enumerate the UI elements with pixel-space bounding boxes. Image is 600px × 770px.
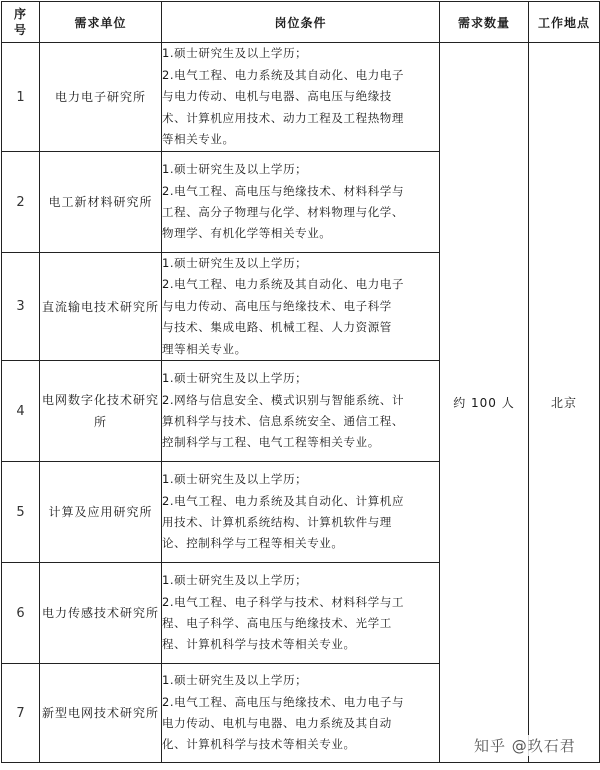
header-row	[2, 2, 600, 43]
condition-line: 用技术、计算机系统结构、计算机软件与理	[162, 515, 392, 530]
condition-line: 物理学、有机化学等相关专业。	[162, 226, 332, 241]
row-conditions	[162, 563, 440, 664]
condition-line: 2.电气工程、高电压与绝缘技术、电力电子与	[162, 694, 405, 709]
condition-line: 1.硕士研究生及以上学历；	[162, 371, 308, 386]
row-seq: 3	[2, 253, 40, 361]
header-location: 工作地点	[529, 2, 600, 43]
condition-line: 理等相关专业。	[162, 341, 247, 356]
row-conditions	[162, 462, 440, 563]
condition-line: 算机科学与技术、信息系统安全、通信工程、	[162, 414, 404, 429]
table-row	[2, 43, 600, 152]
row-seq: 4	[2, 361, 40, 462]
condition-line: 工程、高分子物理与化学、材料物理与化学、	[162, 205, 404, 219]
row-conditions	[162, 253, 440, 361]
watermark: 知乎 @玖石君	[470, 735, 580, 756]
row-unit: 计算及应用研究所	[40, 462, 162, 563]
row-unit: 电网数字化技术研究所	[40, 361, 162, 462]
header-unit: 需求单位	[40, 2, 162, 43]
recruitment-table	[1, 1, 600, 763]
table-body	[2, 43, 600, 763]
row-unit: 电力电子研究所	[40, 43, 162, 152]
condition-line: 1.硕士研究生及以上学历；	[162, 162, 308, 177]
merged-count: 约 100 人	[440, 43, 529, 763]
condition-line: 2.电气工程、电力系统及其自动化、计算机应	[162, 493, 405, 508]
condition-line: 2.电气工程、高电压与绝缘技术、材料科学与	[162, 183, 405, 198]
condition-line: 2.电气工程、电子科学与技术、材料科学与工	[162, 594, 405, 609]
condition-line: 论、控制科学与工程等相关专业。	[162, 536, 344, 551]
row-conditions	[162, 664, 440, 763]
condition-line: 程、计算机科学与技术等相关专业。	[162, 637, 356, 652]
row-unit: 新型电网技术研究所	[40, 664, 162, 763]
row-conditions	[162, 361, 440, 462]
row-unit: 电力传感技术研究所	[40, 563, 162, 664]
row-seq: 7	[2, 664, 40, 763]
condition-line: 化、计算机科学与技术等相关专业。	[162, 737, 356, 752]
merged-location: 北京	[529, 43, 600, 763]
row-seq: 5	[2, 462, 40, 563]
row-seq: 1	[2, 43, 40, 152]
condition-line: 程、电子科学、高电压与绝缘技术、光学工	[162, 616, 392, 631]
header-seq: 序 号	[2, 2, 40, 43]
condition-line: 等相关专业。	[162, 132, 235, 147]
row-unit: 直流输电技术研究所	[40, 253, 162, 361]
condition-line: 2.网络与信息安全、模式识别与智能系统、计	[162, 392, 405, 407]
condition-line: 1.硕士研究生及以上学历；	[162, 673, 308, 688]
condition-line: 控制科学与工程、电气工程等相关专业。	[162, 435, 380, 450]
condition-line: 与电力传动、高电压与绝缘技术、电子科学	[162, 298, 392, 313]
condition-line: 术、计算机应用技术、动力工程及工程热物理	[162, 110, 404, 125]
condition-line: 电力传动、电机与电器、电力系统及其自动	[162, 716, 392, 731]
condition-line: 与技术、集成电路、机械工程、人力资源管	[162, 320, 392, 335]
row-seq: 2	[2, 152, 40, 253]
row-conditions	[162, 43, 440, 152]
header-count: 需求数量	[440, 2, 529, 43]
condition-line: 1.硕士研究生及以上学历；	[162, 573, 308, 588]
header-conditions: 岗位条件	[162, 2, 440, 43]
condition-line: 1.硕士研究生及以上学历；	[162, 256, 308, 270]
condition-line: 2.电气工程、电力系统及其自动化、电力电子	[162, 67, 405, 82]
condition-line: 1.硕士研究生及以上学历；	[162, 46, 308, 61]
condition-line: 与电力传动、电机与电器、高电压与绝缘技	[162, 89, 392, 104]
row-seq: 6	[2, 563, 40, 664]
condition-line: 2.电气工程、电力系统及其自动化、电力电子	[162, 277, 405, 292]
condition-line: 1.硕士研究生及以上学历；	[162, 472, 308, 487]
row-conditions	[162, 152, 440, 253]
row-unit: 电工新材料研究所	[40, 152, 162, 253]
